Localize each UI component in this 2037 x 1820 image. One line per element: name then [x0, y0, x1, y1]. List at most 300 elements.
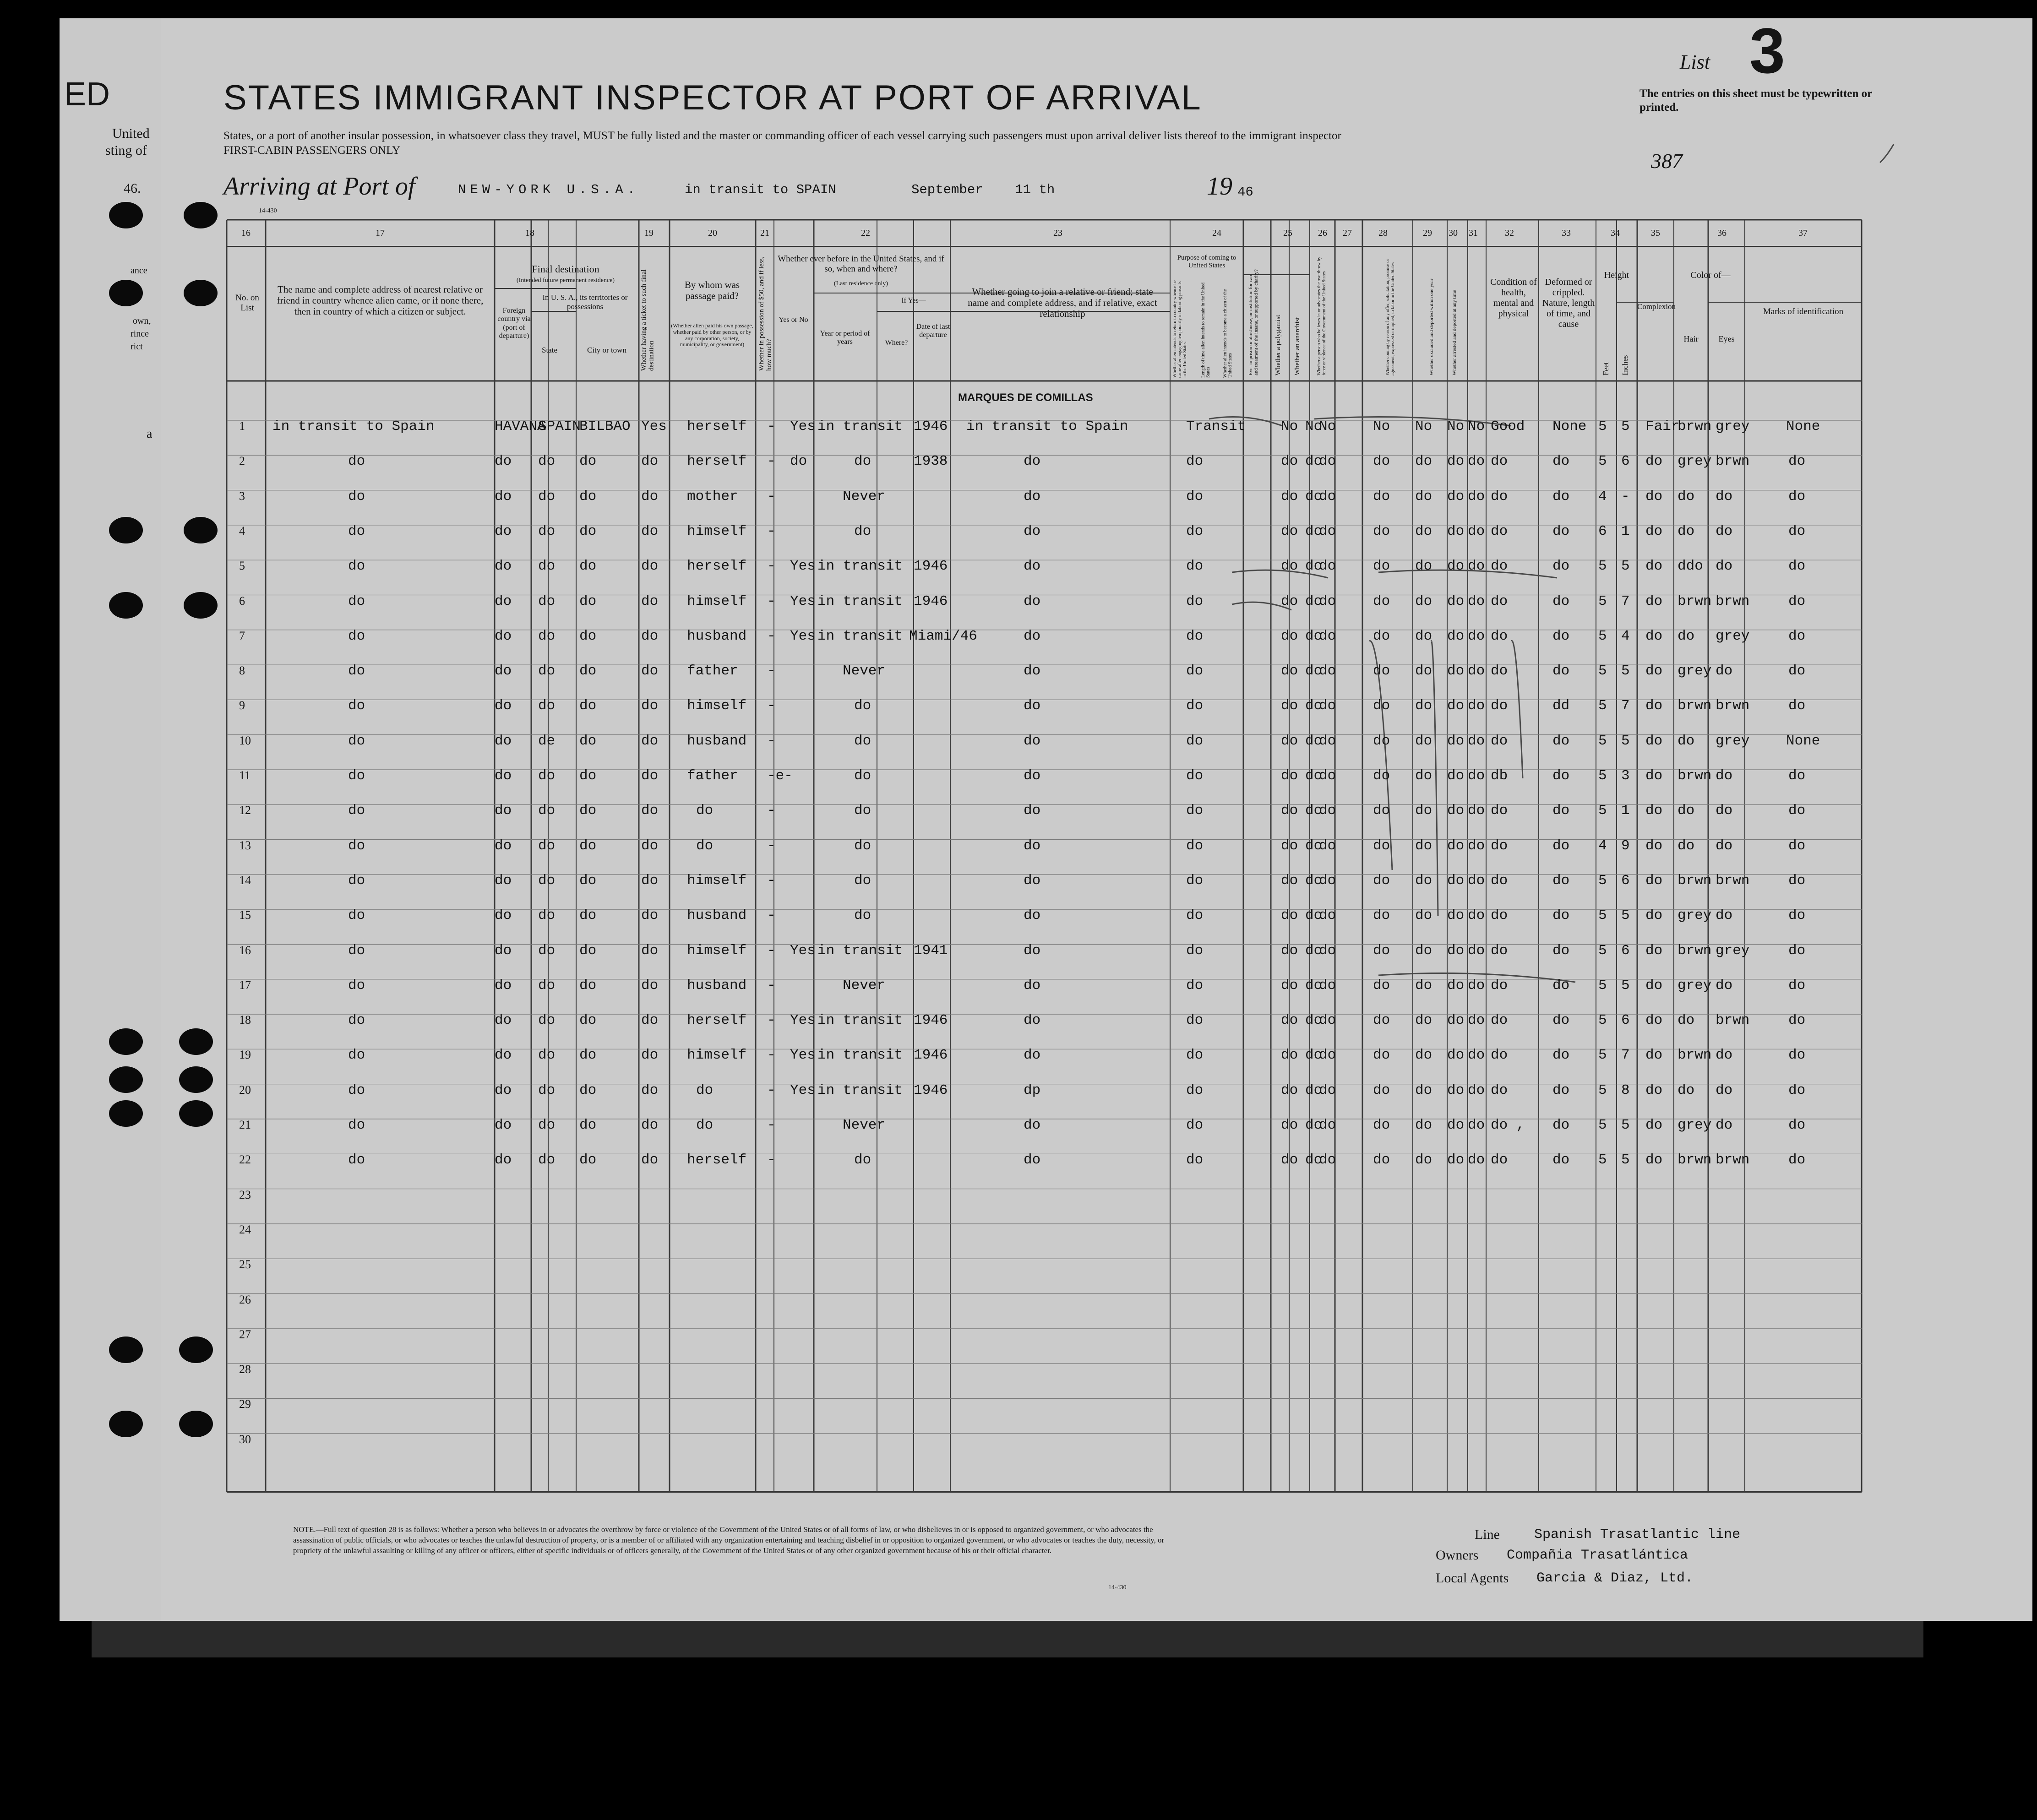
- eye-color: brwn: [1716, 1012, 1750, 1029]
- page-subtitle: States, or a port of another insular possession, in whatsoever class they travel, MUST be fully listed and the master or commanding officer of each vessel carrying such passengers must upon arrival deliver lists thereof to the immigrant inspector: [223, 130, 1341, 142]
- polygamist: do: [1305, 1082, 1323, 1098]
- anarchist: do: [1319, 1117, 1336, 1133]
- last-departure: 1946: [914, 1047, 948, 1064]
- height-feet: 5: [1598, 698, 1607, 714]
- money: -: [767, 628, 776, 644]
- join-relative: do: [1024, 733, 1041, 749]
- column-number: 33: [1562, 228, 1571, 238]
- dest-state: do: [538, 453, 556, 470]
- punch-hole: [109, 202, 143, 228]
- deported: No: [1468, 418, 1485, 435]
- excluded: do: [1447, 1012, 1465, 1029]
- polygamist: do: [1305, 837, 1323, 854]
- ticket: do: [641, 1012, 659, 1029]
- prior-visit-period: in transit: [817, 1082, 903, 1098]
- join-relative: do: [1024, 907, 1041, 924]
- height-inches: 7: [1621, 593, 1630, 609]
- header-marks: Marks of identification: [1763, 307, 1844, 316]
- complexion: do: [1645, 733, 1663, 749]
- deported: do: [1468, 768, 1485, 784]
- dest-city: do: [579, 977, 597, 994]
- ticket: do: [641, 733, 659, 749]
- deported: do: [1468, 977, 1485, 994]
- join-relative: do: [1024, 558, 1041, 575]
- ticket: do: [641, 488, 659, 505]
- height-feet: 5: [1598, 1012, 1607, 1029]
- join-relative: do: [1024, 523, 1041, 539]
- deformed: do: [1552, 1047, 1570, 1064]
- eye-color: brwn: [1716, 453, 1750, 470]
- overthrow: do: [1373, 1152, 1390, 1168]
- eye-color: grey: [1716, 942, 1750, 959]
- ticket: do: [641, 663, 659, 679]
- overthrow: do: [1373, 698, 1390, 714]
- prison: do: [1281, 1082, 1298, 1098]
- height-feet: 4: [1598, 488, 1607, 505]
- deformed: None: [1552, 418, 1587, 435]
- height-inches: 5: [1621, 1152, 1630, 1168]
- dest-city: do: [579, 453, 597, 470]
- height-inches: 5: [1621, 418, 1630, 435]
- height-feet: 5: [1598, 558, 1607, 575]
- excluded: do: [1447, 907, 1465, 924]
- header-where: Where?: [885, 339, 908, 347]
- height-feet: 5: [1598, 628, 1607, 644]
- header-anarchist: Whether an anarchist: [1294, 317, 1301, 375]
- form-number: 14-430: [259, 207, 277, 214]
- anarchist: do: [1319, 663, 1336, 679]
- footnote-q28: NOTE.—Full text of question 28 is as follows: Whether a person who believes in or advocates the overthrow by force or violence of the Government of the United States or of all forms of law, or who disbelieves in or is opposed to organized government, or who advocates the assassination of public officials, or who advocates or teaches the unlawful destruction of property, or is a member of or affiliated with any organization entertaining and teaching disbelief in or opposition to organized government, or who advocates or teaches the duty, necessity, or propriety of the unlawful assaulting or killing of any officer or officers, either of specific individuals or of officers generally, of the Government of the United States or of any other organized government because of his or their official character.: [293, 1525, 1165, 1555]
- foreign-port: do: [495, 1152, 512, 1168]
- punch-hole: [184, 280, 218, 306]
- row-number: 20: [239, 1083, 251, 1097]
- dest-city: do: [579, 488, 597, 505]
- row-number: 13: [239, 838, 251, 852]
- height-inches: 5: [1621, 663, 1630, 679]
- deformed: do: [1552, 523, 1570, 539]
- identification-marks: do: [1788, 1082, 1806, 1098]
- prison: do: [1281, 523, 1298, 539]
- header-list-number: No. on List: [235, 293, 259, 313]
- health: do: [1491, 872, 1508, 889]
- prior-visit-period: do: [854, 768, 871, 784]
- header-purpose-c: Whether alien intends to become a citizen of the United States: [1223, 289, 1233, 378]
- deformed: do: [1552, 1012, 1570, 1029]
- health: do: [1491, 523, 1508, 539]
- prison: do: [1281, 733, 1298, 749]
- dest-city: BILBAO: [579, 418, 631, 435]
- excluded: do: [1447, 837, 1465, 854]
- punch-hole: [109, 517, 143, 543]
- join-relative: do: [1024, 593, 1041, 609]
- join-relative: dp: [1024, 1082, 1041, 1098]
- excluded: do: [1447, 488, 1465, 505]
- money: -: [767, 663, 776, 679]
- anarchist: do: [1319, 698, 1336, 714]
- labor-offer: do: [1415, 803, 1432, 819]
- deformed: do: [1552, 733, 1570, 749]
- polygamist: do: [1305, 663, 1323, 679]
- overthrow: do: [1373, 942, 1390, 959]
- header-prior-visit-note: (Last residence only): [833, 280, 888, 287]
- join-relative: do: [1024, 803, 1041, 819]
- relative-address: do: [348, 523, 365, 539]
- join-relative: do: [1024, 663, 1041, 679]
- excluded: do: [1447, 977, 1465, 994]
- anarchist: do: [1319, 803, 1336, 819]
- overthrow: do: [1373, 872, 1390, 889]
- column-number: 17: [376, 228, 385, 238]
- polygamist: do: [1305, 453, 1323, 470]
- polygamist: do: [1305, 907, 1323, 924]
- excluded: do: [1447, 453, 1465, 470]
- dest-city: do: [579, 593, 597, 609]
- purpose: do: [1186, 1117, 1204, 1133]
- health: do: [1491, 593, 1508, 609]
- eye-color: do: [1716, 558, 1733, 575]
- relative-address: do: [348, 488, 365, 505]
- identification-marks: do: [1788, 663, 1806, 679]
- passage-paid-by: do: [696, 1117, 713, 1133]
- row-number: 10: [239, 733, 251, 747]
- join-relative: do: [1024, 1117, 1041, 1133]
- dest-state: do: [538, 1047, 556, 1064]
- header-year: Year or period of years: [820, 330, 870, 346]
- hair-color: brwn: [1678, 418, 1712, 435]
- row-number: 2: [239, 454, 245, 468]
- prison: do: [1281, 837, 1298, 854]
- relative-address: do: [348, 907, 365, 924]
- complexion: do: [1645, 942, 1663, 959]
- prison: do: [1281, 1047, 1298, 1064]
- agents-value: Garcia & Diaz, Ltd.: [1536, 1570, 1694, 1586]
- foreign-port: do: [495, 872, 512, 889]
- foreign-port: do: [495, 593, 512, 609]
- eye-color: do: [1716, 803, 1733, 819]
- excluded: No: [1447, 418, 1465, 435]
- page-title: STATES IMMIGRANT INSPECTOR AT PORT OF ARRIVAL: [223, 78, 1202, 117]
- health: do: [1491, 453, 1508, 470]
- money: -: [767, 453, 776, 470]
- row-number: 30: [239, 1432, 251, 1446]
- prison: do: [1281, 1152, 1298, 1168]
- eye-color: grey: [1716, 733, 1750, 749]
- header-purpose: Purpose of coming to United States: [1177, 254, 1236, 270]
- complexion: do: [1645, 1117, 1663, 1133]
- identification-marks: do: [1788, 593, 1806, 609]
- polygamist: do: [1305, 733, 1323, 749]
- purpose: do: [1186, 837, 1204, 854]
- polygamist: do: [1305, 558, 1323, 575]
- last-departure: 1938: [914, 453, 948, 470]
- column-number: 32: [1505, 228, 1514, 238]
- dest-state: do: [538, 768, 556, 784]
- class-line: FIRST-CABIN PASSENGERS ONLY: [223, 144, 401, 157]
- prior-visit-period: do: [854, 872, 871, 889]
- relative-address: do: [348, 593, 365, 609]
- deported: do: [1468, 593, 1485, 609]
- prison: do: [1281, 558, 1298, 575]
- money: -: [767, 1082, 776, 1098]
- polygamist: do: [1305, 1117, 1323, 1133]
- row-number: 16: [239, 943, 251, 957]
- identification-marks: do: [1788, 1152, 1806, 1168]
- height-inches: 7: [1621, 1047, 1630, 1064]
- health: do: [1491, 837, 1508, 854]
- column-number: 21: [760, 228, 769, 238]
- anarchist: do: [1319, 872, 1336, 889]
- excluded: do: [1447, 593, 1465, 609]
- overthrow: do: [1373, 1117, 1390, 1133]
- punch-hole: [184, 592, 218, 619]
- deported: do: [1468, 453, 1485, 470]
- header-prior-visit: Whether ever before in the United States, and if so, when and where?: [778, 254, 944, 274]
- health: do: [1491, 488, 1508, 505]
- deported: do: [1468, 837, 1485, 854]
- height-feet: 5: [1598, 1152, 1607, 1168]
- overthrow: do: [1373, 768, 1390, 784]
- labor-offer: do: [1415, 523, 1432, 539]
- polygamist: do: [1305, 698, 1323, 714]
- height-inches: 6: [1621, 872, 1630, 889]
- height-feet: 5: [1598, 593, 1607, 609]
- column-number: 19: [644, 228, 654, 238]
- list-note: The entries on this sheet must be typewritten or printed.: [1639, 87, 1872, 114]
- relative-address: in transit to Spain: [272, 418, 435, 435]
- anarchist: do: [1319, 907, 1336, 924]
- deported: do: [1468, 733, 1485, 749]
- ticket: do: [641, 768, 659, 784]
- deformed: do: [1552, 837, 1570, 854]
- complexion: do: [1645, 628, 1663, 644]
- complexion: do: [1645, 907, 1663, 924]
- anarchist: do: [1319, 488, 1336, 505]
- dest-city: do: [579, 733, 597, 749]
- complexion: do: [1645, 453, 1663, 470]
- identification-marks: do: [1788, 453, 1806, 470]
- prison: do: [1281, 977, 1298, 994]
- join-relative: do: [1024, 837, 1041, 854]
- money: -: [767, 803, 776, 819]
- hair-color: brwn: [1678, 698, 1712, 714]
- prison: do: [1281, 488, 1298, 505]
- eye-color: brwn: [1716, 698, 1750, 714]
- year-suffix: 46: [1237, 185, 1253, 200]
- labor-offer: do: [1415, 1152, 1432, 1168]
- anarchist: do: [1319, 733, 1336, 749]
- deported: do: [1468, 1082, 1485, 1098]
- foreign-port: do: [495, 453, 512, 470]
- column-number: 29: [1423, 228, 1432, 238]
- relative-address: do: [348, 942, 365, 959]
- height-inches: 7: [1621, 698, 1630, 714]
- height-feet: 5: [1598, 418, 1607, 435]
- dest-city: do: [579, 837, 597, 854]
- passage-paid-by: father: [687, 768, 738, 784]
- prison: No: [1281, 418, 1298, 435]
- dest-city: do: [579, 768, 597, 784]
- money: -: [767, 418, 776, 435]
- pencil-mark: [1511, 641, 1523, 778]
- complexion: do: [1645, 977, 1663, 994]
- purpose: do: [1186, 1012, 1204, 1029]
- punch-hole: [109, 592, 143, 619]
- hair-color: do: [1678, 628, 1695, 644]
- column-number: 30: [1449, 228, 1458, 238]
- anarchist: do: [1319, 1152, 1336, 1168]
- foreign-port: do: [495, 628, 512, 644]
- punch-hole: [179, 1100, 213, 1127]
- ticket: do: [641, 593, 659, 609]
- excluded: do: [1447, 768, 1465, 784]
- money: -: [767, 488, 776, 505]
- height-feet: 6: [1598, 523, 1607, 539]
- labor-offer: do: [1415, 663, 1432, 679]
- punch-hole: [184, 517, 218, 543]
- row-number: 4: [239, 524, 245, 538]
- prison: do: [1281, 942, 1298, 959]
- identification-marks: do: [1788, 523, 1806, 539]
- eye-color: do: [1716, 837, 1733, 854]
- overthrow: do: [1373, 1082, 1390, 1098]
- column-number: 36: [1717, 228, 1727, 238]
- year-prefix: 19: [1207, 172, 1232, 201]
- deported: do: [1468, 523, 1485, 539]
- join-relative: do: [1024, 698, 1041, 714]
- anarchist: do: [1319, 523, 1336, 539]
- prior-visit-period: in transit: [817, 1012, 903, 1029]
- ticket: do: [641, 1152, 659, 1168]
- overthrow: do: [1373, 663, 1390, 679]
- header-state: State: [542, 346, 557, 354]
- dest-state: do: [538, 663, 556, 679]
- header-height: Height: [1604, 270, 1629, 280]
- anarchist: do: [1319, 628, 1336, 644]
- ticket: do: [641, 977, 659, 994]
- hair-color: do: [1678, 1082, 1695, 1098]
- eye-color: brwn: [1716, 593, 1750, 609]
- prison: do: [1281, 1117, 1298, 1133]
- dest-city: do: [579, 1012, 597, 1029]
- prior-visit: Yes: [790, 1047, 816, 1064]
- complexion: do: [1645, 1152, 1663, 1168]
- dest-state: do: [538, 942, 556, 959]
- dest-state: do: [538, 977, 556, 994]
- last-departure: 1946: [914, 593, 948, 609]
- deported: do: [1468, 1047, 1485, 1064]
- join-relative: do: [1024, 1012, 1041, 1029]
- punch-hole: [179, 1066, 213, 1093]
- deformed: do: [1552, 628, 1570, 644]
- prior-visit-period: in transit: [817, 942, 903, 959]
- punch-hole: [109, 1066, 143, 1093]
- relative-address: do: [348, 558, 365, 575]
- column-number: 20: [708, 228, 717, 238]
- agents-label: Local Agents: [1436, 1570, 1509, 1586]
- row-number: 9: [239, 699, 245, 712]
- deformed: do: [1552, 663, 1570, 679]
- foreign-port: do: [495, 942, 512, 959]
- ticket: do: [641, 1082, 659, 1098]
- deformed: do: [1552, 1082, 1570, 1098]
- column-number: 35: [1651, 228, 1660, 238]
- complexion: do: [1645, 1082, 1663, 1098]
- passage-paid-by: himself: [687, 942, 747, 959]
- labor-offer: do: [1415, 768, 1432, 784]
- passage-paid-by: herself: [687, 453, 747, 470]
- relative-address: do: [348, 872, 365, 889]
- height-feet: 5: [1598, 768, 1607, 784]
- dest-state: do: [538, 837, 556, 854]
- hair-color: grey: [1678, 907, 1712, 924]
- passage-paid-by: do: [696, 837, 713, 854]
- anarchist: No: [1319, 418, 1336, 435]
- prior-visit-period: in transit: [817, 418, 903, 435]
- hair-color: grey: [1678, 453, 1712, 470]
- dest-city: do: [579, 1047, 597, 1064]
- passage-paid-by: husband: [687, 733, 747, 749]
- money: -: [767, 733, 776, 749]
- prior-visit: Yes: [790, 418, 816, 435]
- row-number: 28: [239, 1363, 251, 1376]
- passage-paid-by: husband: [687, 977, 747, 994]
- money: -: [767, 1117, 776, 1133]
- polygamist: do: [1305, 942, 1323, 959]
- row-number: 12: [239, 804, 251, 817]
- money: -: [767, 977, 776, 994]
- deformed: dd: [1552, 698, 1570, 714]
- health: do: [1491, 663, 1508, 679]
- passage-paid-by: herself: [687, 1152, 747, 1168]
- anarchist: do: [1319, 768, 1336, 784]
- height-feet: 5: [1598, 663, 1607, 679]
- purpose: do: [1186, 803, 1204, 819]
- health: do: [1491, 1047, 1508, 1064]
- relative-address: do: [348, 733, 365, 749]
- header-deformed: Deformed or crippled. Nature, length of time, and cause: [1542, 277, 1595, 329]
- money: -: [767, 558, 776, 575]
- passage-paid-by: father: [687, 663, 738, 679]
- dest-state: do: [538, 488, 556, 505]
- column-number: 31: [1469, 228, 1478, 238]
- punch-hole: [109, 280, 143, 306]
- foreign-port: do: [495, 1012, 512, 1029]
- purpose: do: [1186, 977, 1204, 994]
- money: -: [767, 1152, 776, 1168]
- height-inches: 9: [1621, 837, 1630, 854]
- labor-offer: do: [1415, 1012, 1432, 1029]
- health: do: [1491, 907, 1508, 924]
- deformed: do: [1552, 593, 1570, 609]
- deported: do: [1468, 488, 1485, 505]
- labor-offer: do: [1415, 907, 1432, 924]
- passage-paid-by: do: [696, 803, 713, 819]
- health: do: [1491, 977, 1508, 994]
- prison: do: [1281, 698, 1298, 714]
- prior-visit-where: Miami/46: [909, 628, 977, 644]
- labor-offer: do: [1415, 872, 1432, 889]
- dest-state: do: [538, 907, 556, 924]
- ticket: do: [641, 907, 659, 924]
- complexion: do: [1645, 803, 1663, 819]
- deported: do: [1468, 1152, 1485, 1168]
- header-money: Whether in possession of $50, and if less, how much?: [758, 256, 773, 371]
- row-number: 1: [239, 419, 245, 433]
- dest-city: do: [579, 942, 597, 959]
- prev-page-line: sting of: [105, 143, 147, 158]
- date-field: September 11 th: [911, 182, 1055, 197]
- prior-visit-period: in transit: [817, 1047, 903, 1064]
